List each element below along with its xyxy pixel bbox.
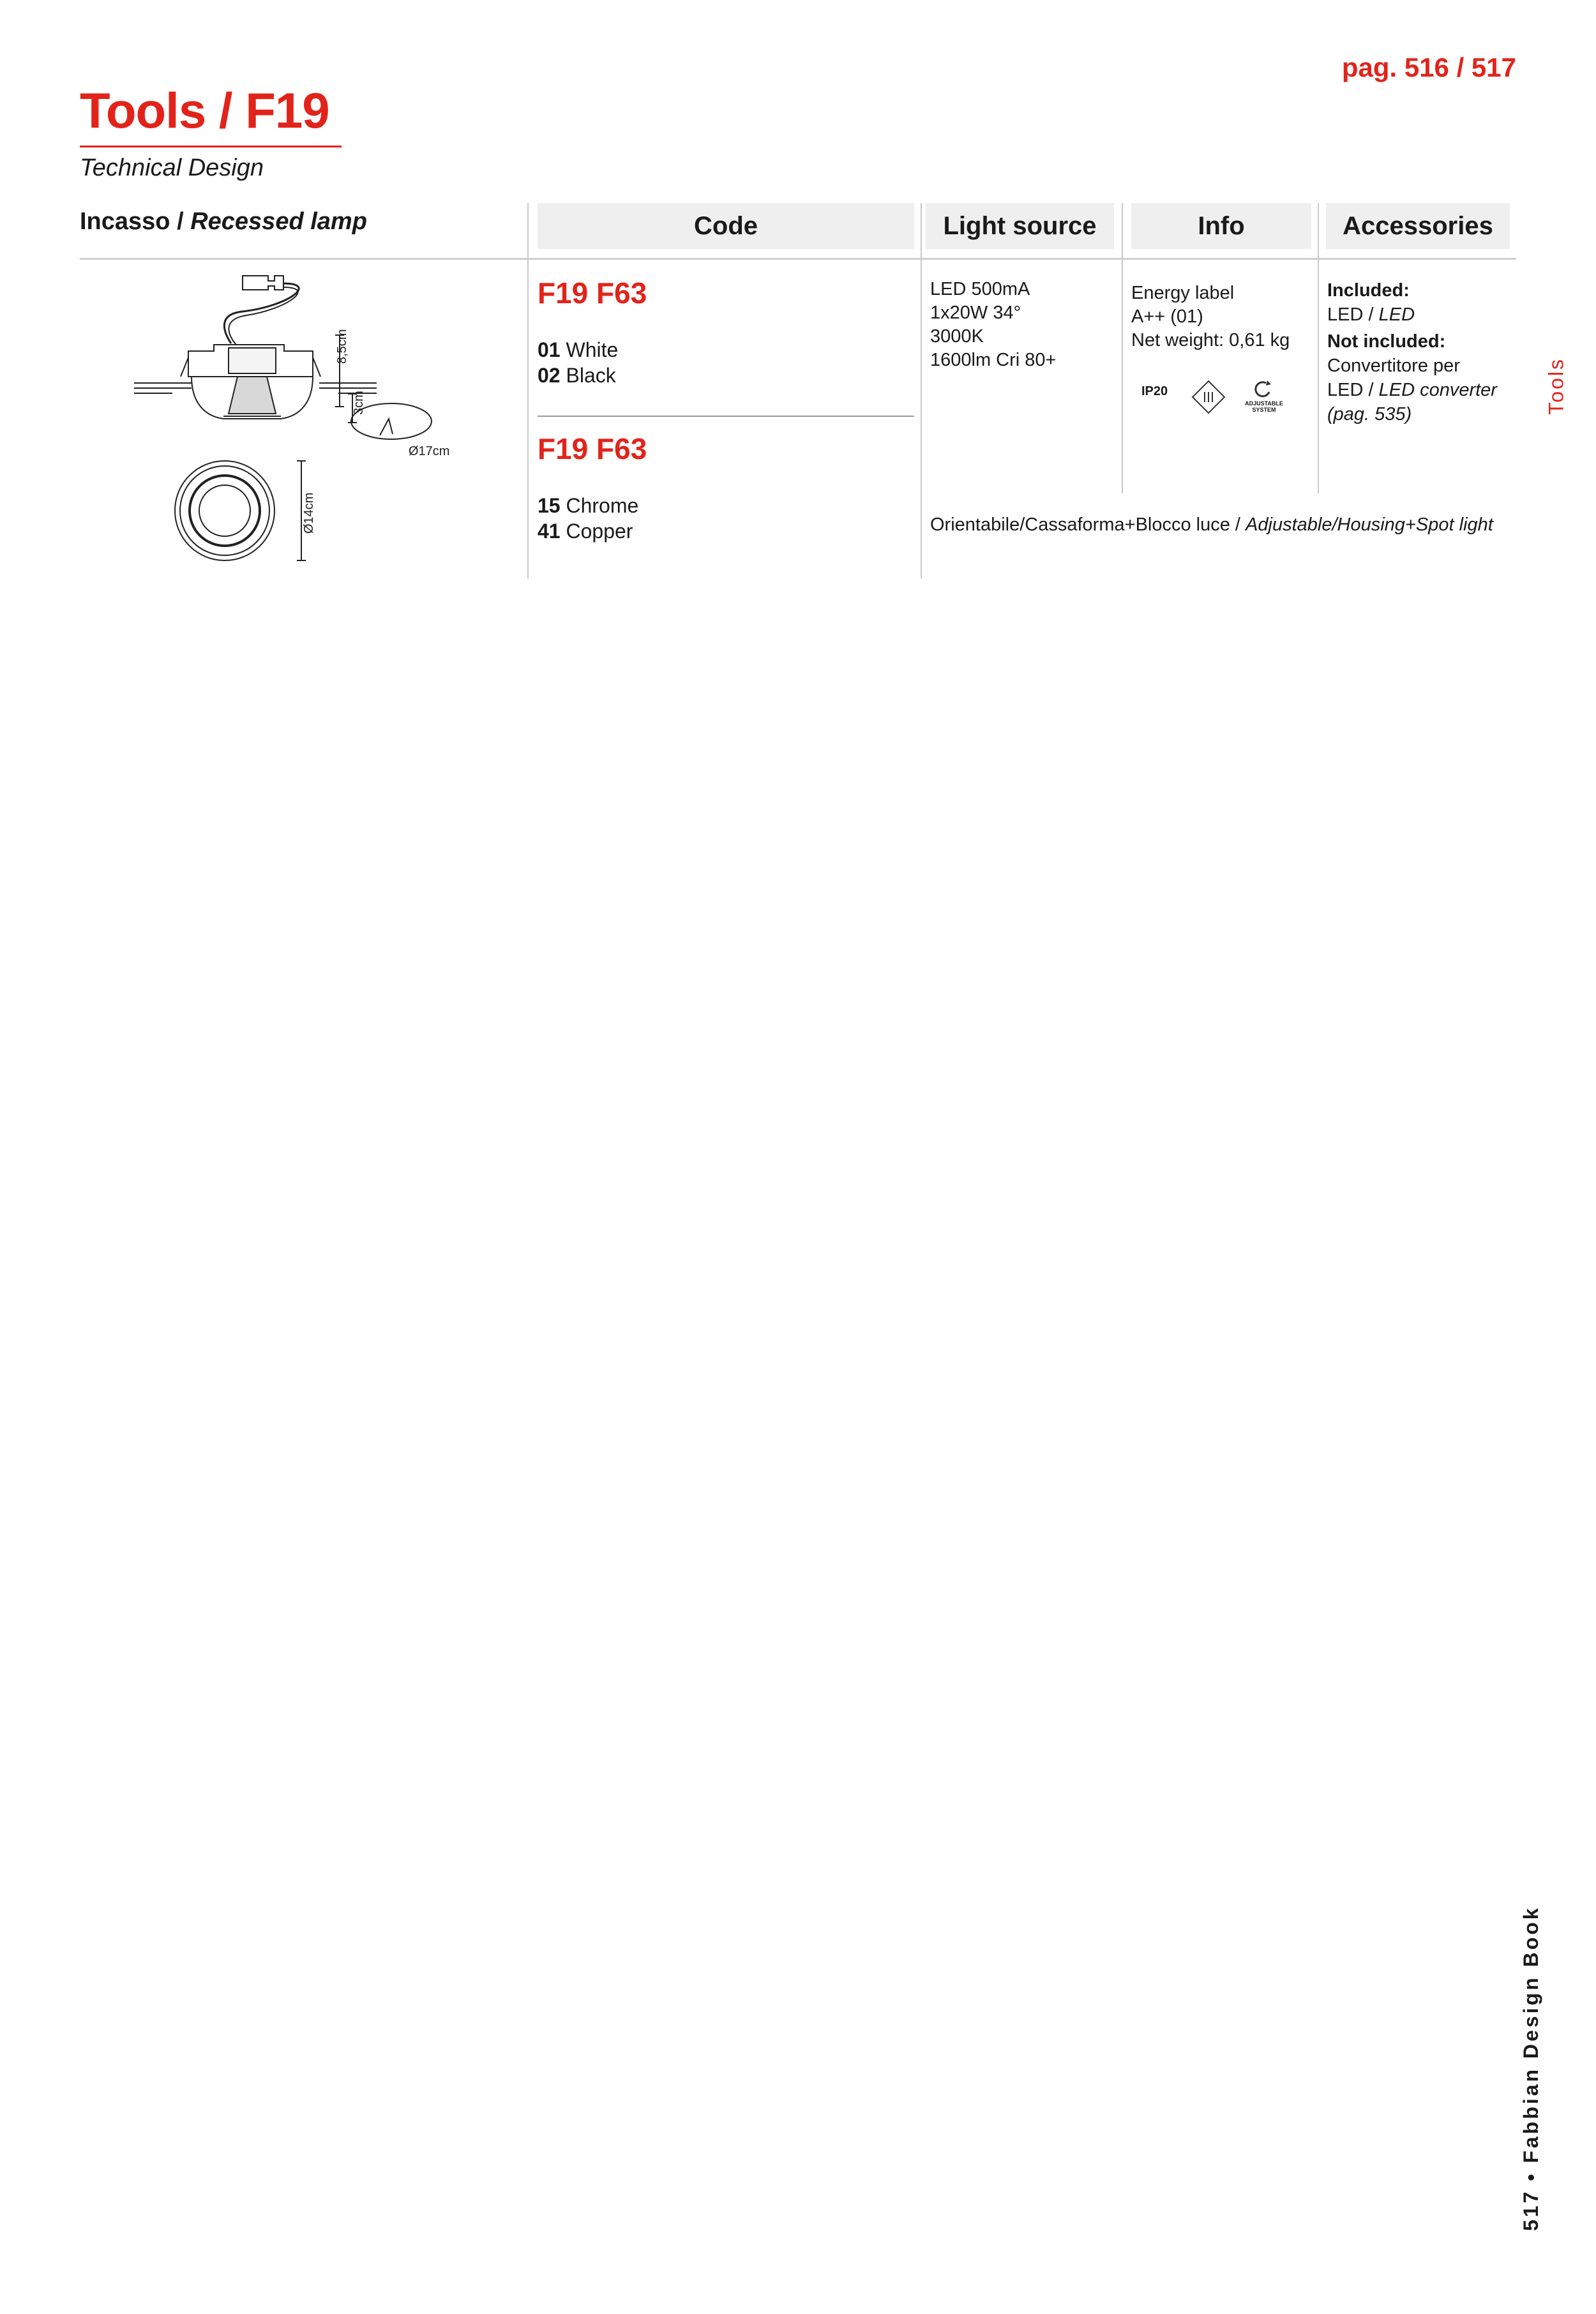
variant-name: White [566,338,619,361]
not-included-line: Convertitore per [1327,356,1460,376]
page-reference: pag. 516 / 517 [1341,52,1516,82]
column-divider [527,203,529,578]
technical-drawing [128,268,492,575]
column-header-light-source: Light source [926,203,1114,249]
not-included-item: LED / LED converter [1327,380,1497,400]
page-title: Tools / F19 [80,82,329,139]
column-divider [921,203,922,578]
light-source-line: LED 500mA [930,279,1030,299]
product-code: F19 F63 [538,276,647,310]
side-book-label: 517 • Fabbian Design Book [1519,1905,1542,2231]
note-en: Adjustable/Housing+Spot light [1246,515,1493,535]
page-subtitle: Technical Design [80,154,264,181]
variant-item [538,337,618,363]
insulation-class-icon [1191,379,1226,415]
variant-item [538,518,633,544]
variant-item [538,493,638,518]
header-divider [80,258,1516,260]
net-weight: Net weight: 0,61 kg [1131,330,1290,350]
height-dimension-label: 8,5cm [335,329,349,364]
accessories-block [1327,278,1519,426]
section-label-it: Incasso / [80,208,184,235]
light-source-line: 1x20W 34° [930,303,1021,323]
column-divider [1122,203,1123,493]
column-divider [1318,203,1319,493]
product-divider [538,416,914,417]
adjustable-note [930,513,1517,537]
variant-name: Black [566,364,616,387]
product-code: F19 F63 [538,432,647,465]
variant-number: 01 [538,338,561,361]
included-label: Included: [1327,280,1410,301]
cutout-dimension-label: Ø17cm [409,444,450,458]
diameter-dimension-label: Ø14cm [302,492,316,534]
connector-icon [243,276,283,290]
light-source-block [930,278,1115,372]
not-included-ref: (pag. 535) [1327,404,1412,424]
variant-number: 02 [538,364,561,387]
variant-name: Copper [566,520,633,543]
side-category-label: Tools [1545,357,1568,415]
title-underline [80,146,342,147]
light-source-line: 3000K [930,326,984,347]
light-source-line: 1600lm Cri 80+ [930,350,1057,370]
variant-number: 15 [538,494,561,517]
energy-label-title: Energy label [1131,283,1235,303]
recess-dimension-label: 3cm [352,391,366,415]
variant-number: 41 [538,520,561,543]
not-included-label: Not included: [1327,331,1446,352]
energy-label-value: A++ (01) [1131,306,1203,327]
column-header-code: Code [538,203,914,249]
adjustable-system-icon [1248,379,1276,398]
info-block [1131,282,1316,352]
column-header-accessories: Accessories [1326,203,1510,249]
section-label [80,208,367,236]
ip-rating: IP20 [1141,384,1168,398]
section-label-en: Recessed lamp [190,208,367,235]
variant-item [538,363,616,388]
adjustable-system-label: ADJUSTABLE SYSTEM [1245,400,1283,413]
included-item: LED / LED [1327,304,1415,325]
variant-name: Chrome [566,494,639,517]
note-it: Orientabile/Cassaforma+Blocco luce / [930,515,1240,535]
column-header-info: Info [1131,203,1311,249]
